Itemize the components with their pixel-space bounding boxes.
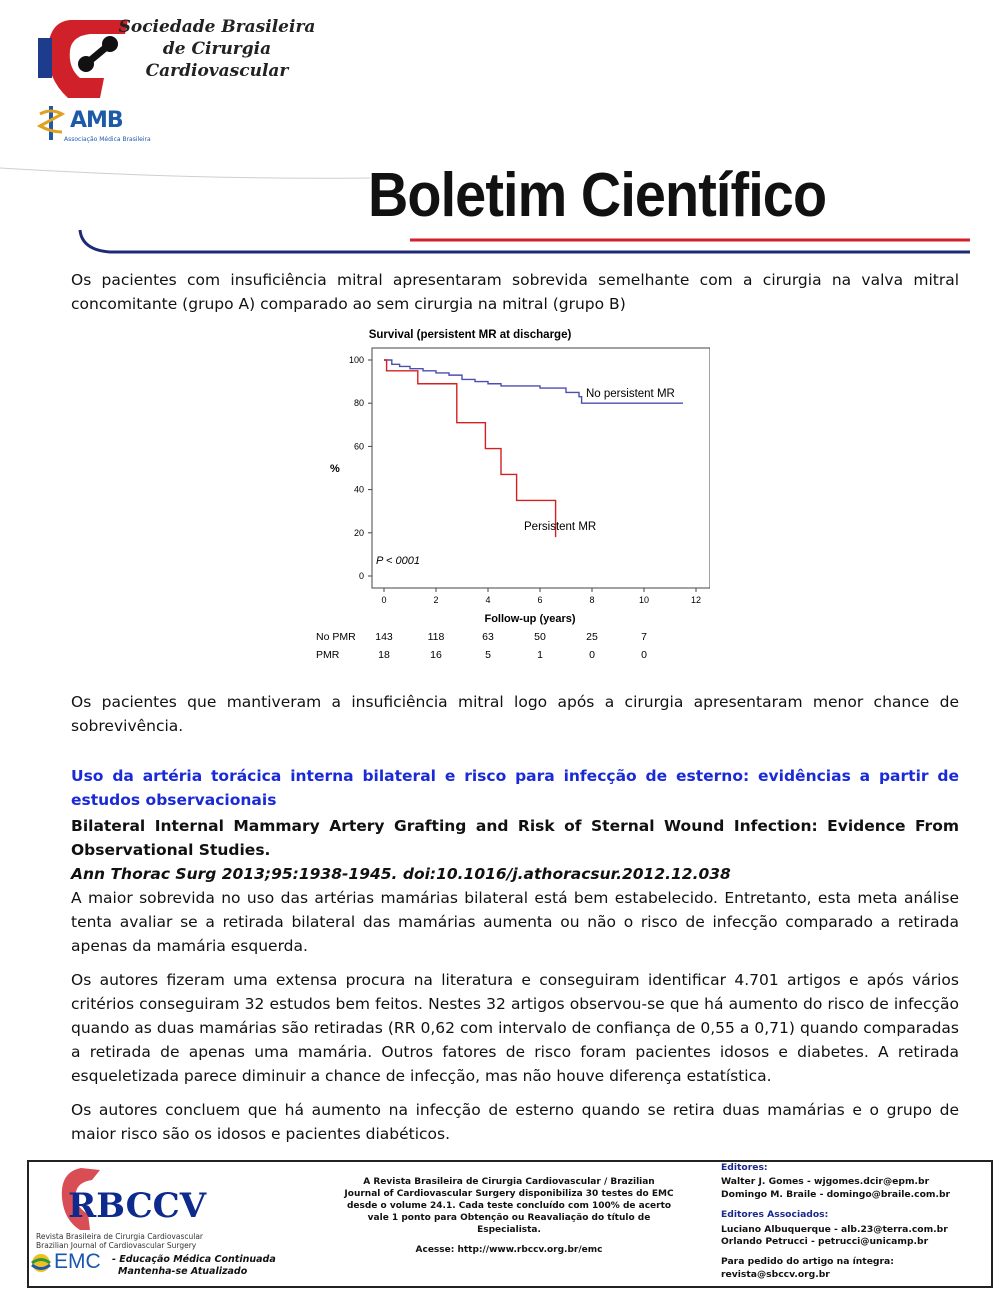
article-paragraph-3: Os autores concluem que há aumento na infecção de esterno quando se retira duas mamárias e o grupo de maior risco são os idosos e pacientes diabéticos. [71, 1101, 959, 1143]
legend-persistent-mr: Persistent MR [524, 521, 597, 533]
legend-no-persistent-mr: No persistent MR [586, 388, 675, 400]
editors-block: Editores: Walter J. Gomes - wjgomes.dcir@epm.br Domingo M. Braile - domingo@braile.com.br Editores Associados: Luciano Albuquerque - alb.23@terra.com.br Orlando Petrucci - petrucci@unicamp.br Para pedido do artigo na íntegra: revista@sbccv.org.br [721, 1162, 981, 1281]
x-tick-label: 4 [485, 595, 491, 605]
risk-count: 25 [586, 631, 598, 643]
emc-access-link[interactable]: Acesse: http://www.rbccv.org.br/emc [415, 1245, 603, 1255]
y-tick-label: 100 [348, 355, 364, 365]
y-axis-label: % [330, 463, 340, 475]
risk-count: 5 [485, 649, 491, 661]
y-tick-label: 20 [353, 527, 364, 538]
survival-chart [310, 322, 710, 668]
amb-logo-text: AMB [70, 108, 123, 133]
x-tick-label: 2 [433, 595, 439, 605]
amb-subtitle: Associação Médica Brasileira [64, 136, 151, 143]
request-email[interactable]: revista@sbccv.org.br [721, 1268, 830, 1280]
y-tick-label: 80 [353, 398, 364, 409]
article-title-pt: Uso da artéria torácica interna bilateral e risco para infecção de esterno: evidências a partir de estudos observacionais [71, 767, 959, 809]
risk-row-label: PMR [316, 649, 340, 661]
assoc-editor-1[interactable]: Luciano Albuquerque - alb.23@terra.com.br [721, 1223, 948, 1235]
x-tick-label: 6 [537, 595, 543, 605]
rbccv-subtitle: Revista Brasileira de Cirurgia Cardiovascular Brazilian Journal of Cardiovascular Surgery [36, 1232, 203, 1250]
emc-globe-icon [30, 1252, 52, 1274]
x-tick-label: 0 [381, 595, 387, 605]
x-tick-label: 12 [690, 595, 702, 605]
emc-info: A Revista Brasileira de Cirurgia Cardiovascular / Brazilian Journal of Cardiovascular Surgery disponibiliza 30 testes do EMC desde o volume 24.1. Cada teste concluído com 100% de acerto vale 1 ponto para Obtenção ou Reavaliação do título de Especialista. Acesse: http://www.rbccv.org.br/emc [344, 1177, 674, 1255]
article-paragraph-2: Os autores fizeram uma extensa procura na literatura e conseguiram identificar 4.701 artigos e após vários critérios conseguiram 32 estudos bem feitos. Nestes 32 artigos observou-se que há aumento do risco de infecção quando as duas mamárias são retiradas (RR 0,62 com intervalo de confiança de 0,55 a 0,71) quando comparadas a retirada de apenas uma mamária. Outros fatores de risco foram pacientes idosos e diabetes. A retirada esqueletizada parece diminuir a chance de infecção, mas não houve diferença estatística. [71, 971, 959, 1085]
risk-count: 0 [589, 649, 595, 661]
risk-count: 1 [537, 649, 543, 661]
risk-count: 7 [641, 631, 647, 643]
risk-count: 16 [430, 649, 442, 661]
survival-paragraph: Os pacientes que mantiveram a insuficiência mitral logo após a cirurgia apresentaram menor chance de sobrevivência. [71, 693, 959, 735]
article-citation: Ann Thorac Surg 2013;95:1938-1945. doi:10.1016/j.athoracsur.2012.12.038 [71, 865, 731, 883]
x-tick-label: 8 [589, 595, 595, 605]
risk-row-label: No PMR [316, 631, 356, 643]
risk-count: 63 [482, 631, 494, 643]
article-title-en: Bilateral Internal Mammary Artery Grafting and Risk of Sternal Wound Infection: Evidence From Observational Studies. [71, 817, 959, 859]
assoc-editor-2[interactable]: Orlando Petrucci - petrucci@unicamp.br [721, 1236, 929, 1248]
emc-subtitle: - Educação Médica Continuada Mantenha-se Atualizado [112, 1254, 276, 1277]
article-paragraph-1: A maior sobrevida no uso das artérias mamárias bilateral está bem estabelecido. Entretanto, esta meta análise tenta avaliar se a retirada bilateral das mamárias aumenta ou não o risco de infecção comparado a retirada apenas da mamária esquerda. [71, 889, 959, 955]
intro-paragraph: Os pacientes com insuficiência mitral apresentaram sobrevida semelhante com a cirurgia na valva mitral concomitante (grupo A) comparado ao sem cirurgia na mitral (grupo B) [71, 271, 959, 313]
risk-count: 143 [375, 631, 393, 643]
chart-title: Survival (persistent MR at discharge) [368, 329, 572, 341]
editor-2[interactable]: Domingo M. Braile - domingo@braile.com.br [721, 1188, 951, 1200]
editor-1[interactable]: Walter J. Gomes - wjgomes.dcir@epm.br [721, 1176, 930, 1188]
rbccv-logo-text: RBCCV [68, 1186, 207, 1226]
x-tick-label: 10 [638, 595, 650, 605]
y-tick-label: 60 [353, 441, 364, 452]
x-axis-label: Follow-up (years) [484, 613, 576, 625]
y-tick-label: 0 [358, 571, 364, 581]
emc-logo-text: EMC [54, 1250, 101, 1273]
risk-count: 50 [534, 631, 546, 643]
p-value-annotation: P < 0001 [376, 555, 420, 567]
bulletin-title: Boletim Científico [368, 161, 827, 230]
sbccv-name: Sociedade Brasileira de Cirurgia Cardiovascular [118, 17, 316, 81]
amb-caduceus-icon [34, 104, 68, 142]
risk-count: 0 [641, 649, 647, 661]
risk-count: 118 [427, 631, 445, 643]
risk-count: 18 [378, 649, 390, 661]
y-tick-label: 40 [353, 484, 364, 495]
